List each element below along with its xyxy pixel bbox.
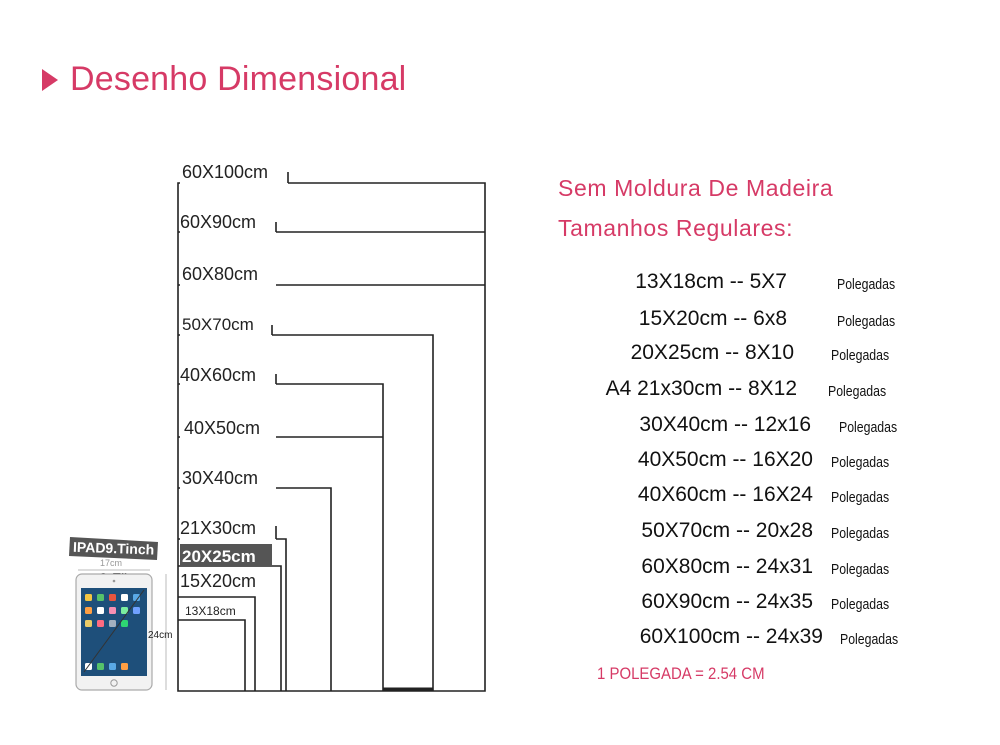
size-cm-value: 15X20cm -- 6x8	[638, 307, 787, 330]
size-cm-value: 40X60cm -- 16X24	[637, 483, 813, 506]
size-row	[0, 270, 1000, 300]
ipad-width-label: 17cm	[100, 558, 123, 568]
size-cm-value: 20X25cm -- 8X10	[630, 341, 794, 364]
size-unit: Polegadas	[840, 631, 899, 648]
size-unit: Polegadas	[828, 383, 887, 400]
size-unit: Polegadas	[831, 561, 890, 578]
size-row	[0, 555, 1000, 585]
frame-label: 60X80cm	[182, 264, 259, 284]
frame-label: 60X100cm	[182, 162, 269, 182]
conversion-note: 1 POLEGADA = 2.54 CM	[597, 664, 765, 683]
frame-label: 30X40cm	[182, 468, 259, 488]
size-unit: Polegadas	[831, 347, 890, 364]
frame-label: 21X30cm	[180, 518, 257, 538]
size-unit: Polegadas	[831, 525, 890, 542]
size-row	[0, 307, 1000, 337]
frame-label: 13X18cm	[185, 604, 236, 618]
size-unit: Polegadas	[837, 313, 896, 330]
size-cm-value: 13X18cm -- 5X7	[635, 270, 787, 293]
size-row	[0, 483, 1000, 513]
size-unit: Polegadas	[831, 489, 890, 506]
size-unit: Polegadas	[839, 419, 898, 436]
frame-label: 20X25cm	[182, 547, 256, 566]
size-cm-value: 60X100cm -- 24x39	[639, 625, 823, 648]
ipad-height-label: 24cm	[148, 630, 173, 641]
size-cm-value: 60X80cm -- 24x31	[641, 555, 813, 578]
frame-label: 60X90cm	[180, 212, 257, 232]
size-row	[0, 448, 1000, 478]
size-row	[0, 341, 1000, 371]
frame-label: 40X60cm	[180, 365, 257, 385]
size-cm-value: 60X90cm -- 24x35	[641, 590, 813, 613]
size-unit: Polegadas	[831, 454, 890, 471]
size-unit: Polegadas	[831, 596, 890, 613]
size-cm-value: 30X40cm -- 12x16	[639, 413, 811, 436]
size-row	[0, 377, 1000, 407]
frame-label: 50X70cm	[182, 315, 254, 334]
ipad-badge-text: IPAD9.Tinch	[72, 538, 155, 558]
size-row	[0, 519, 1000, 549]
size-row	[0, 625, 1000, 655]
page-title: Desenho Dimensional	[70, 60, 407, 98]
size-row	[0, 413, 1000, 443]
size-cm-value: 50X70cm -- 20x28	[641, 519, 813, 542]
size-unit: Polegadas	[837, 276, 896, 293]
frame-label: 40X50cm	[184, 418, 261, 438]
size-cm-value: 40X50cm -- 16X20	[637, 448, 813, 471]
frame-label: 15X20cm	[180, 571, 257, 591]
panel-title-line2: Tamanhos Regulares:	[558, 215, 794, 241]
size-row	[0, 590, 1000, 620]
panel-title-line1: Sem Moldura De Madeira	[558, 175, 834, 201]
size-cm-value: A4 21x30cm -- 8X12	[605, 377, 797, 400]
